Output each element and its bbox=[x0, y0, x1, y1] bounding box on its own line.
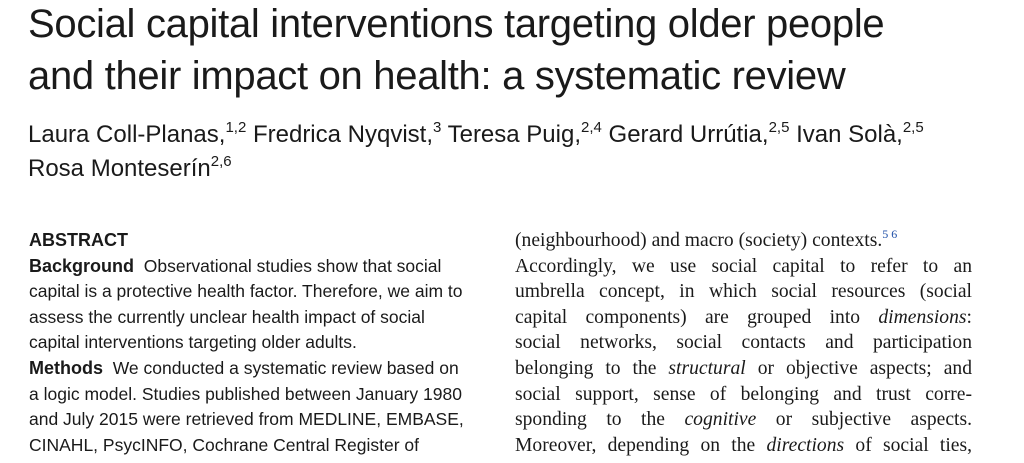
author-affiliation: 2,4 bbox=[581, 119, 602, 136]
abstract-background-line bbox=[29, 254, 494, 280]
body-text: sponding to the bbox=[515, 409, 665, 431]
body-line bbox=[515, 433, 972, 459]
author-name: Teresa Puig, bbox=[447, 121, 581, 148]
abstract-methods-line bbox=[29, 356, 494, 382]
abstract-text-line: assess the currently unclear health impact of social bbox=[29, 306, 425, 327]
author-name: Rosa Monteserín bbox=[28, 155, 211, 182]
body-line bbox=[515, 228, 972, 254]
body-line bbox=[515, 407, 972, 433]
emphasis-text: directions bbox=[766, 434, 845, 456]
author-affiliation: 2,5 bbox=[902, 119, 924, 136]
author-affiliation: 2,6 bbox=[210, 153, 232, 170]
body-text: or subjective aspects. bbox=[775, 409, 972, 431]
abstract-text-line: a logic model. Studies published between January 1980 bbox=[29, 383, 462, 404]
title-line-2: and their impact on health: a systematic review bbox=[28, 54, 846, 98]
abstract-text-line: capital interventions targeting older adults. bbox=[29, 332, 357, 353]
body-line: umbrella concept, in which social resources (social bbox=[515, 281, 972, 303]
author-list bbox=[28, 118, 1018, 186]
emphasis-text: cognitive bbox=[684, 409, 757, 431]
author-name: Ivan Solà, bbox=[796, 121, 903, 148]
author-name: Fredrica Nyqvist, bbox=[252, 121, 434, 148]
abstract-heading: ABSTRACT bbox=[29, 230, 128, 250]
abstract bbox=[29, 228, 494, 458]
background-text: Observational studies show that social bbox=[143, 255, 442, 276]
body-text: or objective aspects; and bbox=[757, 357, 972, 379]
body-text: capital components) are grouped into bbox=[515, 306, 861, 328]
body-line: social networks, social contacts and participation bbox=[515, 332, 972, 354]
body-text: Moreover, depending on the bbox=[515, 434, 756, 456]
body-line bbox=[515, 305, 972, 331]
article-title bbox=[28, 0, 1018, 102]
abstract-text-line: and July 2015 were retrieved from MEDLINE, EMBASE, bbox=[29, 409, 464, 430]
body-text: belonging to the bbox=[515, 357, 657, 379]
author-line-2 bbox=[28, 152, 1018, 186]
background-label: Background bbox=[29, 255, 135, 276]
reference-link[interactable]: 5 6 bbox=[882, 227, 898, 241]
title-line-1: Social capital interventions targeting older people bbox=[28, 2, 885, 46]
body-text: (neighbourhood) and macro (society) contexts. bbox=[515, 230, 883, 251]
body-text: of social ties, bbox=[855, 434, 973, 456]
body-text-column bbox=[515, 228, 972, 458]
abstract-text-line: capital is a protective health factor. Therefore, we aim to bbox=[29, 281, 463, 302]
methods-label: Methods bbox=[29, 357, 103, 378]
body-line: Accordingly, we use social capital to refer to an bbox=[515, 255, 972, 277]
author-affiliation: 3 bbox=[433, 119, 442, 136]
emphasis-text: structural bbox=[668, 357, 746, 379]
author-affiliation: 1,2 bbox=[225, 119, 247, 136]
emphasis-text: dimensions bbox=[878, 306, 967, 328]
author-name: Laura Coll-Planas, bbox=[28, 121, 226, 148]
body-line bbox=[515, 356, 972, 382]
author-name: Gerard Urrútia, bbox=[608, 121, 769, 148]
methods-text: We conducted a systematic review based on bbox=[112, 357, 459, 378]
body-line: social support, sense of belonging and trust corre- bbox=[515, 383, 972, 405]
author-line-1 bbox=[28, 118, 1018, 152]
author-affiliation: 2,5 bbox=[768, 119, 790, 136]
abstract-text-line: CINAHL, PsycINFO, Cochrane Central Register of bbox=[29, 434, 419, 455]
body-text: : bbox=[966, 306, 972, 328]
